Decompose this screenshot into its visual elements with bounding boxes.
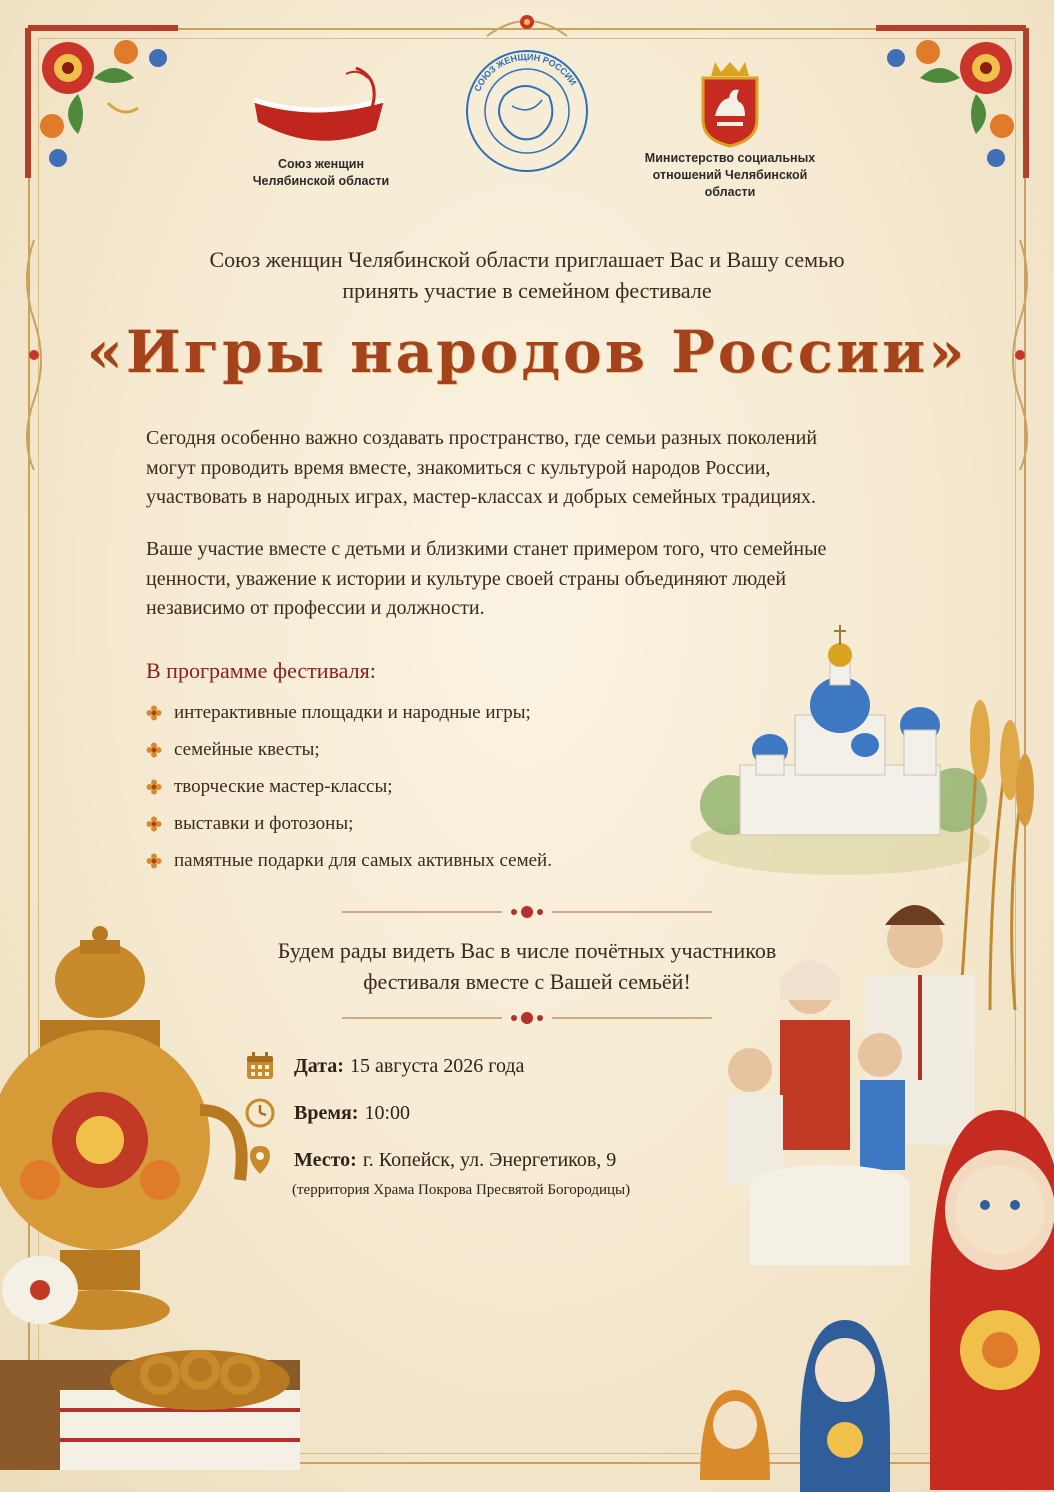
samovar-illustration — [0, 910, 300, 1470]
paragraph-1 — [146, 424, 926, 513]
paragraph-2 — [146, 535, 926, 624]
paragraph-1-line3: участвовать в народных играх, мастер-классах и добрых семейных традициях. — [146, 486, 817, 508]
union-women-emblem-icon — [246, 60, 396, 156]
ministry-logo — [630, 58, 830, 201]
location-pin-icon — [244, 1144, 276, 1176]
clock-icon — [244, 1097, 276, 1129]
flower-bullet-icon — [146, 705, 162, 721]
program-item-text: интерактивные площадки и народные игры; — [174, 701, 531, 723]
place-label: Место: — [294, 1148, 357, 1171]
event-place-row — [244, 1144, 616, 1176]
flower-bullet-icon — [146, 853, 162, 869]
union-women-name-line2: Челябинской области — [252, 174, 390, 188]
program-item-text: памятные подарки для самых активных семей. — [174, 849, 552, 871]
program-list — [146, 694, 552, 879]
flower-bullet-icon — [146, 816, 162, 832]
paragraph-2-line3: независимо от профессии и должности. — [146, 597, 485, 619]
event-date-row — [244, 1050, 524, 1082]
calendar-icon — [244, 1050, 276, 1082]
program-item — [146, 731, 552, 768]
union-women-chelyabinsk-logo — [236, 60, 406, 190]
program-title: В программе фестиваля: — [146, 658, 376, 683]
ministry-name-line3: области — [704, 185, 756, 199]
program-item-text: семейные квесты; — [174, 738, 320, 760]
union-women-russia-emblem-icon — [462, 46, 592, 176]
flower-bullet-icon — [146, 779, 162, 795]
paragraph-2-line2: ценности, уважение к истории и культуре своей страны объединяют людей — [146, 567, 787, 590]
left-side-ornament — [14, 240, 54, 470]
corner-ornament-top-right — [856, 8, 1046, 198]
ministry-name-line2: отношений Челябинской — [652, 168, 808, 182]
place-note: (территория Храма Покрова Пресвятой Богородицы) — [292, 1182, 631, 1198]
time-value: 10:00 — [364, 1101, 411, 1124]
welcome-line1: Будем рады видеть Вас в числе почётных участников — [277, 938, 777, 963]
union-women-russia-logo — [452, 46, 602, 176]
event-time-row — [244, 1097, 410, 1129]
ministry-name-line1: Министерство социальных — [644, 151, 816, 165]
date-label: Дата: — [294, 1054, 344, 1077]
program-item — [146, 805, 552, 842]
chelyabinsk-coat-of-arms-icon — [695, 58, 765, 150]
union-russia-ring-text: СОЮЗ ЖЕНЩИН РОССИИ — [472, 51, 579, 94]
top-center-ornament — [477, 8, 577, 48]
ornament-divider-bottom — [342, 1008, 712, 1028]
paragraph-1-line2: могут проводить время вместе, знакомиться с культурой народов России, — [146, 456, 771, 479]
festival-title: «Игры народов России» — [86, 318, 968, 386]
flower-bullet-icon — [146, 742, 162, 758]
corner-ornament-top-left — [8, 8, 198, 198]
program-item — [146, 694, 552, 731]
intro-text — [120, 244, 934, 306]
program-item-text: выставки и фотозоны; — [174, 812, 354, 834]
program-item — [146, 842, 552, 879]
paragraph-2-line1: Ваше участие вместе с детьми и близкими станет примером того, что семейные — [146, 538, 827, 560]
union-women-name-line1: Союз женщин — [277, 157, 364, 171]
time-label: Время: — [294, 1101, 359, 1124]
intro-line1: Союз женщин Челябинской области приглашает Вас и Вашу семью — [209, 247, 845, 272]
intro-line2: принять участие в семейном фестивале — [342, 278, 712, 303]
date-value: 15 августа 2026 года — [349, 1054, 525, 1077]
place-value: г. Копейск, ул. Энергетиков, 9 — [362, 1148, 617, 1171]
program-item — [146, 768, 552, 805]
paragraph-1-line1: Сегодня особенно важно создавать пространство, где семьи разных поколений — [146, 427, 818, 449]
ornament-divider-top — [342, 902, 712, 922]
right-side-ornament — [1000, 240, 1040, 470]
family-matryoshka-illustration — [700, 880, 1054, 1492]
program-item-text: творческие мастер-классы; — [174, 775, 393, 797]
welcome-line2: фестиваля вместе с Вашей семьёй! — [363, 969, 691, 994]
